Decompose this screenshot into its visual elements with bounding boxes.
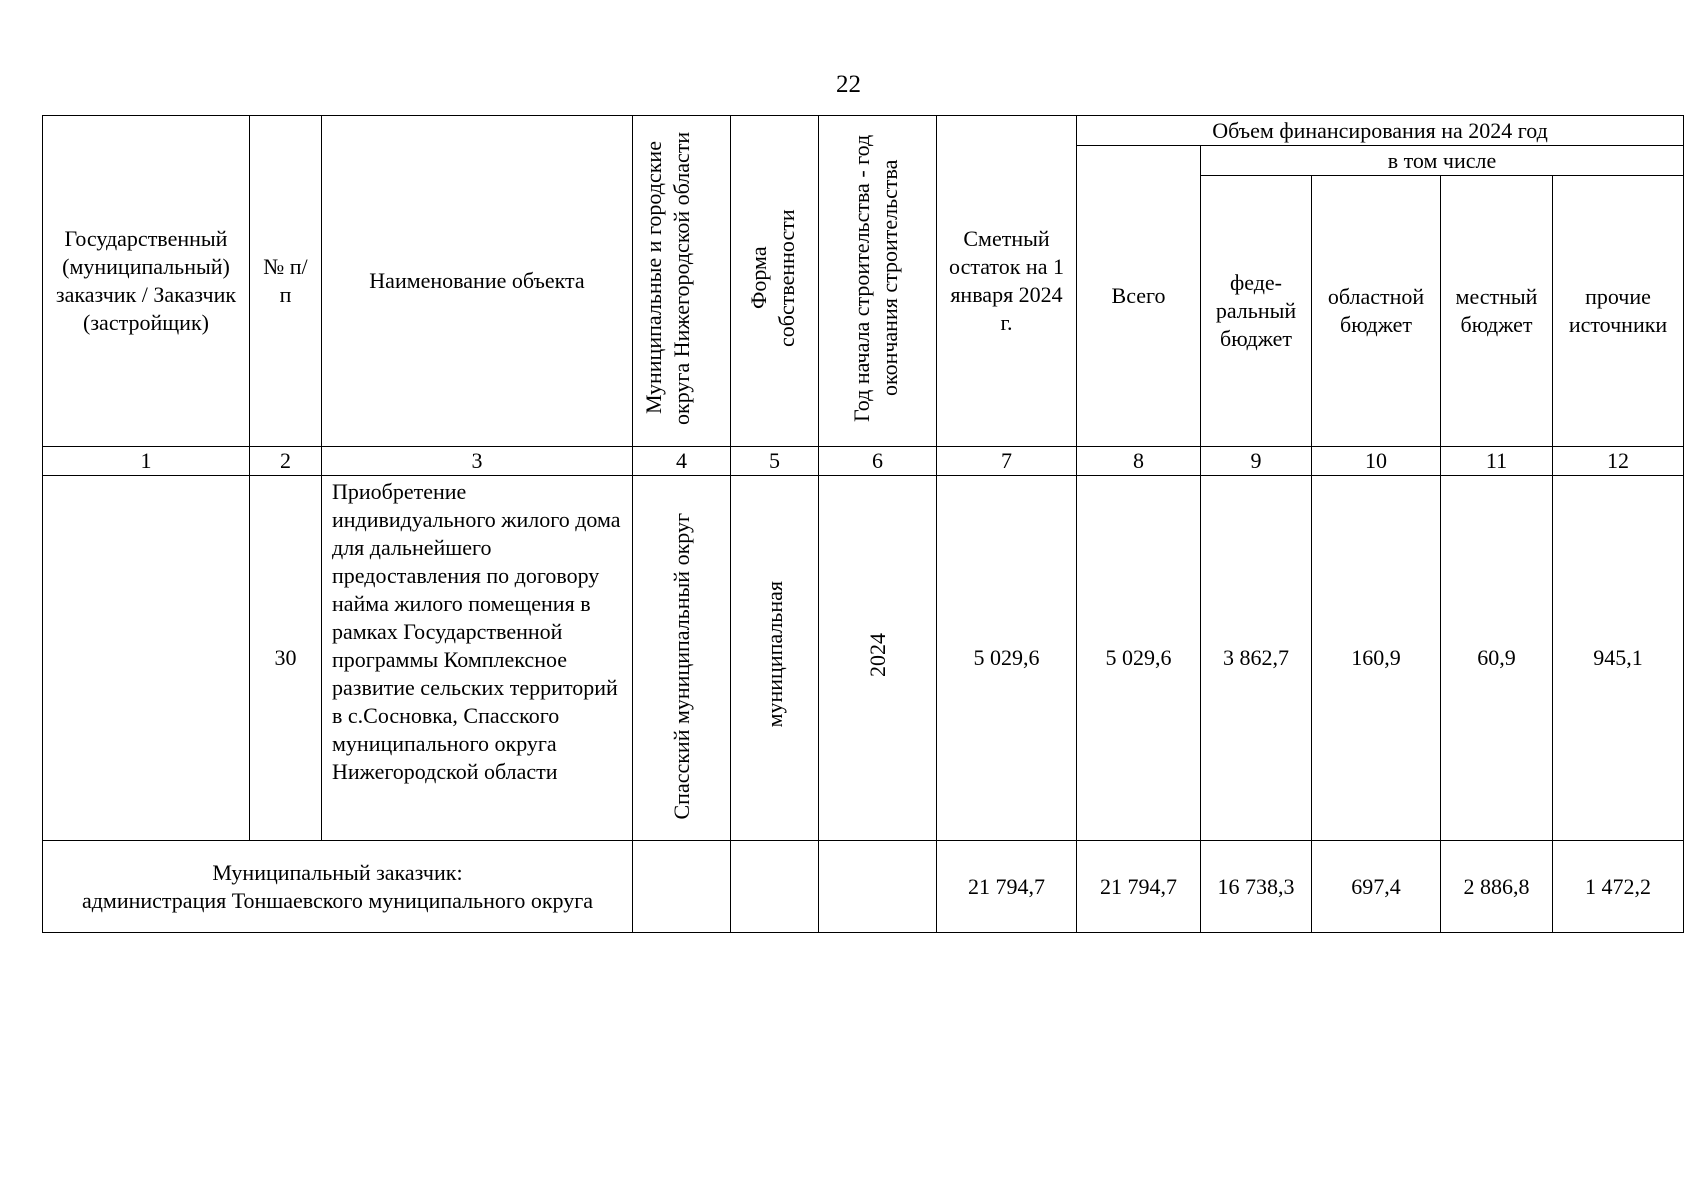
- row-municipality: [633, 476, 731, 841]
- column-number: 5: [731, 447, 819, 476]
- total-other: 1 472,2: [1553, 841, 1684, 933]
- row-ownership-text: муниципальная: [761, 581, 787, 728]
- column-number: 10: [1312, 447, 1441, 476]
- total-row: [43, 841, 1684, 933]
- header-including: в том числе: [1201, 146, 1684, 176]
- row-ownership: [731, 476, 819, 841]
- total-label-line2: администрация Тоншаевского муниципального округа: [81, 887, 594, 913]
- header-local: местный бюджет: [1441, 176, 1553, 447]
- total-label-line1: Муниципальный заказчик:: [212, 859, 463, 885]
- header-federal: феде-ральный бюджет: [1201, 176, 1312, 447]
- header-years: [819, 116, 937, 447]
- header-years-text: Год начала строительства - год окончания строительства: [848, 133, 902, 422]
- total-row-label: [43, 841, 633, 933]
- row-local: 60,9: [1441, 476, 1553, 841]
- row-years: [819, 476, 937, 841]
- column-number: 11: [1441, 447, 1553, 476]
- column-number: 6: [819, 447, 937, 476]
- header-number: № п/п: [250, 116, 322, 447]
- row-estimated-balance: 5 029,6: [937, 476, 1077, 841]
- total-federal: 16 738,3: [1201, 841, 1312, 933]
- row-federal: 3 862,7: [1201, 476, 1312, 841]
- header-ownership-text: Форма собственности: [745, 208, 799, 347]
- header-total: Всего: [1077, 146, 1201, 447]
- row-total: 5 029,6: [1077, 476, 1201, 841]
- column-number: 4: [633, 447, 731, 476]
- column-number: 1: [43, 447, 250, 476]
- row-object-name: Приобретение индивидуального жилого дома для дальнейшего предоставления по договору найма жилого помещения в рамках Государственной программы Комплексное развитие сельских территорий в с.Сосновка, Спасского муниципального округа Нижегородской области: [322, 476, 633, 841]
- row-regional: 160,9: [1312, 476, 1441, 841]
- column-number: 8: [1077, 447, 1201, 476]
- page-number: 22: [836, 71, 861, 98]
- total-regional: 697,4: [1312, 841, 1441, 933]
- row-number: 30: [250, 476, 322, 841]
- header-ownership: [731, 116, 819, 447]
- header-regional: областной бюджет: [1312, 176, 1441, 447]
- header-other: прочие источники: [1553, 176, 1684, 447]
- column-number-row: [43, 447, 1684, 476]
- column-number: 12: [1553, 447, 1684, 476]
- table-row: [43, 476, 1684, 841]
- header-customer: Государственный (муниципальный) заказчик / Заказчик (застройщик): [43, 116, 250, 447]
- total-local: 2 886,8: [1441, 841, 1553, 933]
- header-municipality-text: Муниципальные и городские округа Нижегородской области: [640, 130, 694, 425]
- column-number: 2: [250, 447, 322, 476]
- column-number: 7: [937, 447, 1077, 476]
- row-municipality-text: Спасский муниципальный округ: [668, 512, 694, 819]
- header-row-1: [43, 116, 1684, 146]
- total-row-empty: [633, 841, 731, 933]
- row-years-text: 2024: [864, 632, 890, 677]
- header-estimated-balance: Сметный остаток на 1 января 2024 г.: [937, 116, 1077, 447]
- header-object-name: Наименование объекта: [322, 116, 633, 447]
- column-number: 9: [1201, 447, 1312, 476]
- header-funding-title: Объем финансирования на 2024 год: [1077, 116, 1684, 146]
- total-estimated-balance: 21 794,7: [937, 841, 1077, 933]
- total-total: 21 794,7: [1077, 841, 1201, 933]
- total-row-empty: [819, 841, 937, 933]
- total-row-empty: [731, 841, 819, 933]
- financing-table: [42, 115, 1684, 933]
- header-municipality: [633, 116, 731, 447]
- column-number: 3: [322, 447, 633, 476]
- row-other: 945,1: [1553, 476, 1684, 841]
- row-customer: [43, 476, 250, 841]
